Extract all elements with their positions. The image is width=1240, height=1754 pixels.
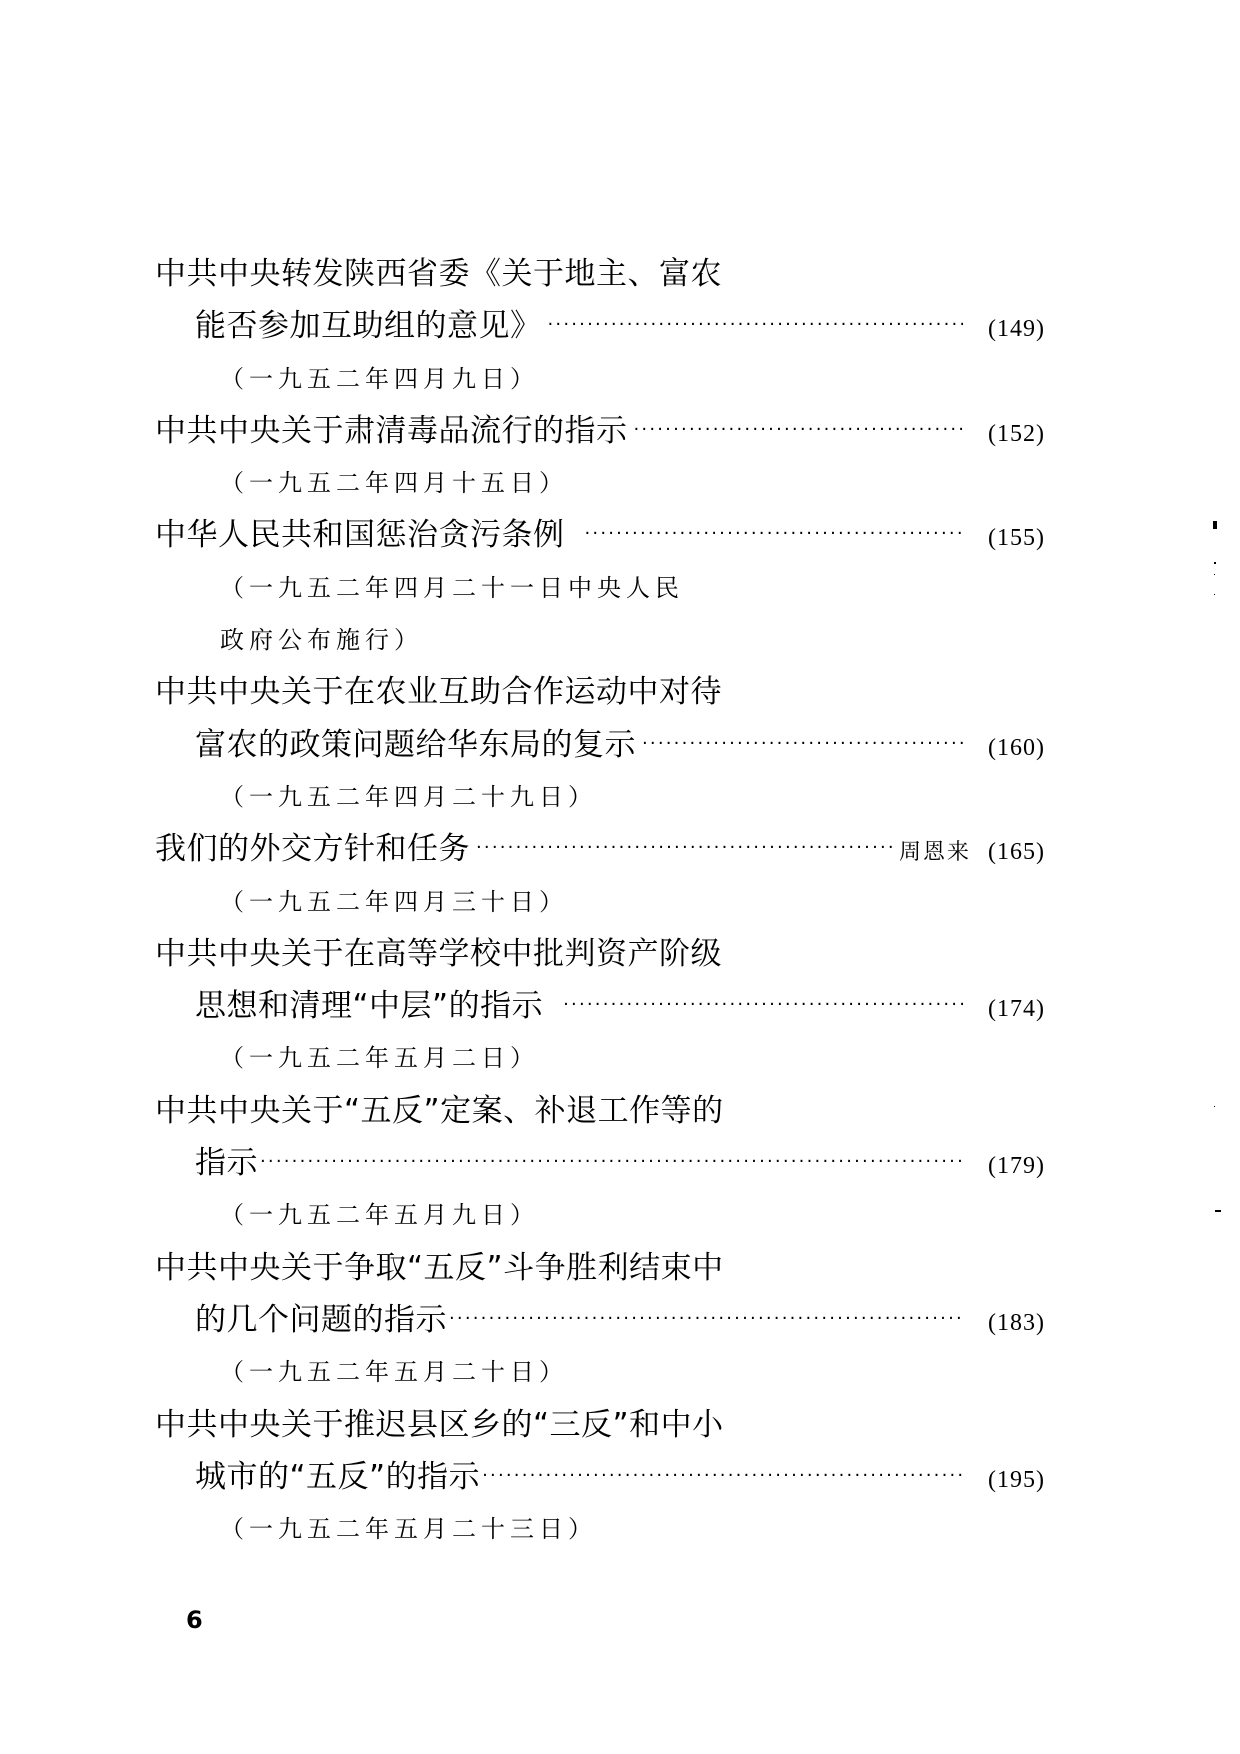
entry-title-line: 中共中央关于“五反”定案、补退工作等的 <box>155 1092 724 1129</box>
entry-date-continuation: 政府公布施行） <box>220 626 423 655</box>
toc-entry[interactable] <box>155 405 1045 510</box>
page-number: 6 <box>186 1606 203 1634</box>
table-of-contents <box>155 248 1045 1555</box>
page-reference[interactable]: (183) <box>988 1309 1045 1336</box>
entry-title-line: 中共中央关于在农业互助合作运动中对待 <box>155 674 722 711</box>
entry-date: （一九五二年四月十五日） <box>220 469 568 498</box>
entry-title-leader-line <box>155 509 1045 561</box>
scan-speck <box>1214 594 1215 595</box>
page-reference[interactable]: (179) <box>988 1153 1045 1180</box>
entry-date: （一九五二年四月九日） <box>220 364 539 393</box>
page-reference[interactable]: (160) <box>988 734 1045 761</box>
scan-speck <box>1215 1210 1221 1212</box>
page-reference[interactable]: (195) <box>988 1466 1045 1493</box>
entry-title-leader-line <box>155 1137 1045 1189</box>
entry-title-continuation: 思想和清理“中层”的指示 <box>195 988 544 1025</box>
entry-title-continuation: 富农的政策问题给华东局的复示 <box>195 726 636 763</box>
dot-leader <box>260 1136 963 1188</box>
toc-entry[interactable] <box>155 1085 1045 1242</box>
toc-entry[interactable] <box>155 928 1045 1085</box>
page-reference[interactable]: (152) <box>988 420 1045 447</box>
scan-speck <box>1214 562 1216 564</box>
scan-speck <box>1214 1106 1215 1107</box>
dot-leader <box>449 1293 963 1345</box>
entry-title-continuation: 能否参加互助组的意见》 <box>195 308 542 345</box>
entry-title-line: 中共中央转发陕西省委《关于地主、富农 <box>155 256 722 292</box>
entry-title-leader-line <box>155 405 1045 457</box>
entry-title: 中共中央关于肃清毒品流行的指示 <box>155 412 628 449</box>
entry-title-continuation: 指示 <box>195 1145 258 1182</box>
entry-date: （一九五二年四月三十日） <box>220 887 568 916</box>
entry-title-leader-line <box>155 1294 1045 1346</box>
entry-date: （一九五二年四月二十一日中央人民 <box>220 573 684 602</box>
page-reference[interactable]: (174) <box>988 996 1045 1023</box>
toc-entry[interactable] <box>155 1242 1045 1399</box>
toc-entry[interactable] <box>155 1399 1045 1556</box>
entry-date: （一九五二年五月二日） <box>220 1044 539 1073</box>
entry-date: （一九五二年五月二十日） <box>220 1358 568 1387</box>
page-reference[interactable]: (155) <box>988 525 1045 552</box>
entry-title-line: 中共中央关于争取“五反”斗争胜利结束中 <box>155 1249 724 1286</box>
entry-title-continuation: 的几个问题的指示 <box>195 1301 447 1338</box>
page-reference[interactable]: (149) <box>988 316 1045 343</box>
dot-leader <box>642 718 963 770</box>
toc-entry[interactable] <box>155 666 1045 823</box>
dot-leader <box>634 404 964 456</box>
dot-leader <box>482 1450 963 1502</box>
entry-title-leader-line <box>155 719 1045 771</box>
entry-date: （一九五二年四月二十九日） <box>220 782 597 811</box>
entry-title: 中华人民共和国惩治贪污条例 <box>155 517 565 554</box>
scan-speck <box>1213 521 1217 529</box>
toc-entry[interactable] <box>155 509 1045 666</box>
dot-leader <box>548 299 964 351</box>
entry-title-line: 中共中央关于在高等学校中批判资产阶级 <box>155 935 722 972</box>
dot-leader <box>563 979 963 1031</box>
toc-entry[interactable] <box>155 248 1045 405</box>
entry-title-line: 中共中央关于推迟县区乡的“三反”和中小 <box>155 1406 724 1443</box>
entry-date: （一九五二年五月二十三日） <box>220 1515 597 1544</box>
page-reference[interactable]: (165) <box>988 839 1045 866</box>
dot-leader <box>476 822 897 874</box>
entry-title-leader-line <box>155 980 1045 1032</box>
entry-title-leader-line <box>155 823 1045 875</box>
toc-entry[interactable] <box>155 823 1045 928</box>
entry-title: 我们的外交方针和任务 <box>155 831 470 868</box>
entry-title-continuation: 城市的“五反”的指示 <box>195 1458 481 1495</box>
entry-date: （一九五二年五月九日） <box>220 1201 539 1230</box>
scan-speck <box>1214 574 1215 575</box>
entry-title-leader-line <box>155 300 1045 352</box>
entry-author: 周恩来 <box>898 840 971 866</box>
dot-leader <box>585 508 964 560</box>
entry-title-leader-line <box>155 1451 1045 1503</box>
